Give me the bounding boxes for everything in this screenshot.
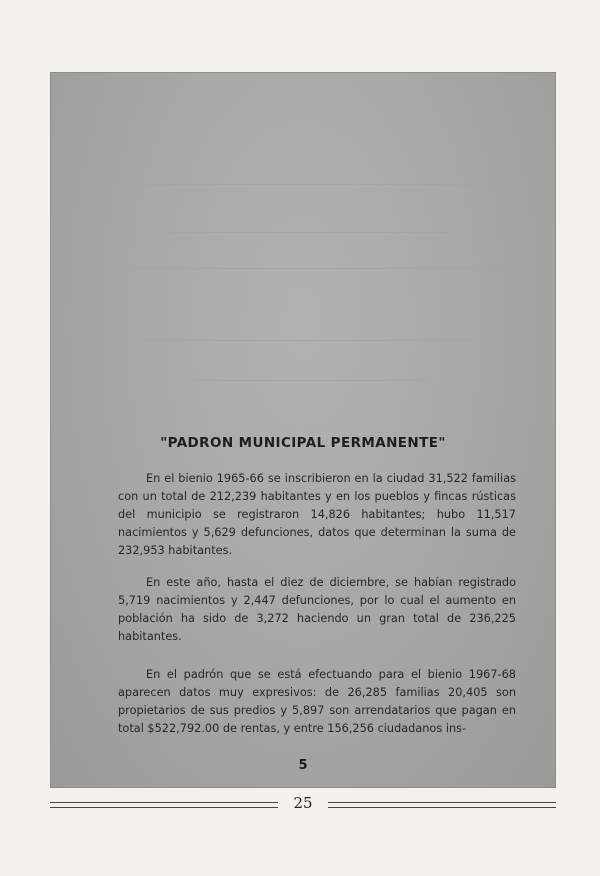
footer-rule-right — [328, 802, 556, 808]
bleed-through-line — [190, 380, 430, 381]
bleed-through-line — [170, 232, 450, 233]
scanned-page — [50, 72, 556, 788]
section-heading: "PADRON MUNICIPAL PERMANENTE" — [160, 435, 446, 451]
bleed-through-line — [140, 184, 480, 185]
body-text — [118, 470, 516, 752]
bleed-through-line — [110, 268, 500, 269]
paragraph-3: En el padrón que se está efectuando para el bienio 1967-68 aparecen datos muy expresivos: de 26,285 familias 20,405 son propietarios de sus predios y 5,897 son arrendatarios que pagan en total $522,792.00 de rentas, y entre 156,256 ciudadanos ins- — [118, 668, 516, 735]
bleed-through-line — [140, 340, 480, 341]
page-footer — [50, 794, 556, 817]
paragraph-2: En este año, hasta el diez de diciembre, se habían registrado 5,719 nacimientos y 2,447 defunciones, por lo cual el aumento en población ha sido de 3,272 haciendo un gran total de 236,225 habitantes. — [118, 576, 516, 643]
inner-page-number: 5 — [298, 758, 308, 773]
page-number: 25 — [293, 794, 313, 812]
paragraph-1: En el bienio 1965-66 se inscribieron en la ciudad 31,522 familias con un total de 212,239 habitantes y en los pueblos y fincas rústicas del municipio se registraron 14,826 habitantes; hubo 11,517 nacimientos y 5,629 defunciones, datos que determinan la suma de 232,953 habitantes. — [118, 472, 516, 557]
